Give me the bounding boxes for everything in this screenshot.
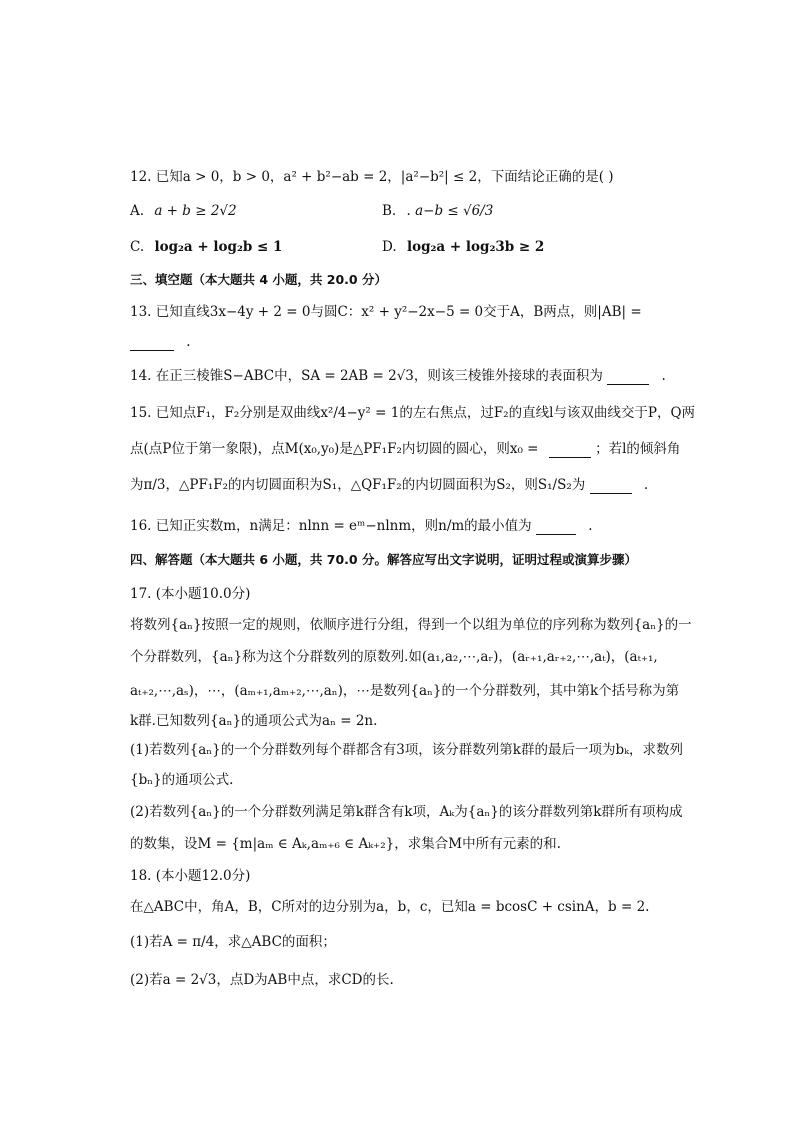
q14-answer-blank: [607, 368, 649, 385]
q15-line2: [130, 437, 680, 458]
option-a-label: A.: [130, 203, 145, 219]
q15-end: .: [643, 477, 649, 493]
option-c-label: C.: [130, 239, 145, 255]
q14-end: .: [661, 368, 666, 384]
q17-para-3: aₜ₊₂,⋯,aₛ)，⋯，(aₘ₊₁,aₘ₊₂,⋯,aₙ)，⋯是数列{aₙ}的一个分群数列，其中第k个括号称为第: [130, 683, 680, 699]
option-d-text: log₂a + log₂3b ≥ 2: [406, 239, 545, 255]
q15-line2-b: ；若l的倾斜角: [595, 441, 681, 457]
q13-line2: [130, 334, 191, 351]
option-a-text: a + b ≥ 2√2: [154, 203, 237, 219]
q17-para-4: k群.已知数列{aₙ}的通项公式为aₙ = 2n.: [130, 713, 378, 729]
q12-option-d: [382, 239, 544, 255]
section-3-title: 三、填空题（本大题共 4 小题，共 20.0 分）: [130, 272, 387, 287]
q15-line3: [130, 473, 648, 494]
option-c-text: log₂a + log₂b ≤ 1: [154, 239, 283, 255]
q17-header: 17. (本小题10.0分): [130, 586, 251, 602]
q17-sub-1b: {bₙ}的通项公式.: [130, 772, 234, 788]
section-4-title: 四、解答题（本大题共 6 小题，共 70.0 分。解答应写出文字说明，证明过程或演算步骤）: [130, 552, 637, 567]
q12-option-c: [130, 239, 282, 255]
q18-sub-2: (2)若a = 2√3，点D为AB中点，求CD的长.: [130, 972, 394, 988]
q16-answer-blank: [536, 518, 576, 535]
q17-para-2: 个分群数列，{aₙ}称为这个分群数列的原数列.如(a₁,a₂,⋯,aᵣ)，(aᵣ₊₁,aᵣ₊₂,⋯,aₜ)，(aₜ₊₁,: [130, 649, 658, 665]
option-d-label: D.: [382, 239, 397, 255]
q15-answer-blank-2: [590, 477, 632, 494]
q13-answer-blank: [130, 334, 174, 351]
q15-line3-a: 为π/3，△PF₁F₂的内切圆面积为S₁，△QF₁F₂的内切圆面积为S₂，则S₁/S₂为: [130, 477, 586, 493]
q14: [130, 364, 666, 385]
q18-sub-1: (1)若A = π/4，求△ABC的面积；: [130, 934, 336, 950]
q17-sub-1a: (1)若数列{aₙ}的一个分群数列每个群都含有3项，该分群数列第k群的最后一项为bₖ，求数列: [130, 742, 684, 758]
option-b-text: . a−b ≤ √6/3: [406, 203, 494, 219]
option-b-label: B.: [382, 203, 397, 219]
q15-answer-blank-1: [549, 441, 591, 458]
q18-para-1: 在△ABC中，角A，B，C所对的边分别为a，b，c，已知a = bcosC + csinA，b = 2.: [130, 899, 650, 915]
q13-line1: 13. 已知直线3x−4y + 2 = 0与圆C：x² + y²−2x−5 = 0交于A，B两点，则|AB| =: [130, 304, 642, 320]
q12-option-a: [130, 203, 237, 219]
q12-option-b: [382, 203, 493, 219]
q16-text: 16. 已知正实数m，n满足：nlnn = eᵐ−nlnm，则n/m的最小值为: [130, 518, 532, 534]
q14-text: 14. 在正三棱锥S−ABC中，SA = 2AB = 2√3，则该三棱锥外接球的表面积为: [130, 368, 603, 384]
q18-header: 18. (本小题12.0分): [130, 868, 251, 884]
q16-end: .: [588, 518, 593, 534]
q13-end: .: [186, 334, 191, 350]
q17-para-1: 将数列{aₙ}按照一定的规则，依顺序进行分组，得到一个以组为单位的序列称为数列{aₙ}的一: [130, 617, 692, 633]
q16: [130, 514, 593, 535]
q17-sub-2a: (2)若数列{aₙ}的一个分群数列满足第k群含有k项，Aₖ为{aₙ}的该分群数列第k群所有项构成: [130, 804, 683, 820]
q12-stem: 12. 已知a > 0，b > 0，a² + b²−ab = 2，|a²−b²| ≤ 2，下面结论正确的是( ): [130, 169, 614, 185]
q15-line2-a: 点(点P位于第一象限)，点M(x₀,y₀)是△PF₁F₂内切圆的圆心，则x₀ =: [130, 441, 539, 457]
q15-line1: 15. 已知点F₁，F₂分别是双曲线x²/4−y² = 1的左右焦点，过F₂的直线l与该双曲线交于P，Q两: [130, 405, 696, 421]
q17-sub-2b: 的数集，设M = {m|aₘ ∈ Aₖ,aₘ₊₆ ∈ Aₖ₊₂}，求集合M中所有元素的和.: [130, 836, 561, 852]
